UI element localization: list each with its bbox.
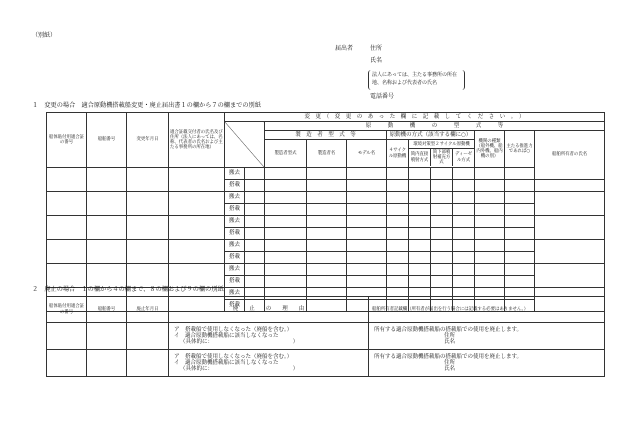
col-holder: 適合証載交付者の氏名及び住所（法人にあっては、名称、代表者の氏名および主たる事務所の所在地） (169, 113, 225, 168)
table-cell[interactable] (387, 264, 409, 276)
col-abolish-date: 廃止年月日 (127, 297, 169, 323)
table-cell[interactable] (127, 240, 169, 264)
table-cell[interactable] (431, 228, 453, 240)
table-cell[interactable] (265, 168, 307, 180)
row-label-remove: 搬去 (225, 192, 245, 204)
table-cell[interactable] (453, 216, 475, 228)
table-cell[interactable] (245, 264, 265, 276)
reason-a: ア 搭載船で使用しなくなった（廃船を含む。） (174, 326, 293, 333)
table-cell[interactable] (431, 192, 453, 204)
table-cell[interactable] (307, 180, 347, 192)
table-cell[interactable] (409, 252, 431, 264)
table-cell[interactable] (431, 276, 453, 288)
table-cell[interactable] (347, 204, 387, 216)
table-cell[interactable] (245, 168, 265, 180)
table-cell[interactable] (409, 168, 431, 180)
table-cell[interactable] (347, 276, 387, 288)
table-cell[interactable] (535, 192, 605, 216)
table-cell[interactable] (387, 240, 409, 252)
table-cell[interactable] (307, 240, 347, 252)
owner-name-label: 氏名 (444, 366, 456, 373)
table-cell[interactable] (505, 192, 535, 204)
table-cell[interactable] (505, 252, 535, 264)
table-cell[interactable] (47, 216, 87, 240)
table-cell[interactable] (431, 204, 453, 216)
main-power-header: 主たる推進力であれば○ (505, 131, 535, 168)
table-cell[interactable] (127, 350, 169, 377)
section2-title: ２ 廃止の場合 １の欄から４の欄まで、８の欄および９の欄の別紙 (32, 286, 224, 293)
table-cell[interactable] (475, 168, 505, 180)
table-cell[interactable] (87, 264, 127, 288)
table-cell[interactable] (47, 192, 87, 216)
table-cell[interactable] (87, 350, 127, 377)
engine-header: 原 動 機 の 型 式 等 (265, 122, 605, 131)
owner-address-label: 住所 (444, 359, 456, 366)
owner-note-header: 船舶所有者記載欄（所有者が届出を行う場合には記載する必要はありません。） (369, 297, 605, 323)
table-cell[interactable] (245, 192, 265, 204)
row-label-remove: 搬去 (225, 168, 245, 180)
table-cell[interactable] (387, 216, 409, 228)
owner-statement: 所有する適合原動機搭載船の搭載船での使用を廃止します。 (374, 326, 523, 333)
table-cell[interactable] (169, 240, 225, 264)
col-ship-no-2: 船舶番号 (87, 297, 127, 323)
diesel-header: ディーゼル方式 (454, 152, 473, 163)
table-cell[interactable] (475, 180, 505, 192)
table-cell[interactable] (265, 240, 307, 252)
table-cell[interactable] (347, 228, 387, 240)
table-cell[interactable] (87, 323, 127, 350)
table-cell[interactable] (245, 180, 265, 192)
table-cell[interactable] (453, 264, 475, 276)
table-cell[interactable] (387, 276, 409, 288)
table-cell[interactable] (245, 216, 265, 228)
diagonal-cell (225, 122, 265, 168)
table-cell[interactable] (409, 264, 431, 276)
owner-cell[interactable] (369, 323, 605, 350)
table-cell[interactable] (475, 264, 505, 276)
four-cycle-header: ４サイクル原動機 (387, 140, 409, 168)
table-cell[interactable] (453, 204, 475, 216)
table-cell[interactable] (87, 240, 127, 264)
attachment-label: （別紙） (32, 32, 57, 39)
table-cell[interactable] (47, 168, 87, 192)
table-cell[interactable] (265, 276, 307, 288)
table-cell[interactable] (347, 192, 387, 204)
abolish-table (46, 296, 605, 377)
table-cell[interactable] (453, 240, 475, 252)
reason-c: （具体的に： ） (180, 339, 299, 346)
table-cell[interactable] (431, 240, 453, 252)
env-title: 環境対策型２サイクル原動機 (409, 141, 474, 149)
table-cell[interactable] (265, 180, 307, 192)
table-cell[interactable] (505, 216, 535, 228)
table-cell[interactable] (409, 180, 431, 192)
row-label-install: 搭載 (225, 276, 245, 288)
corp-note-2: 地、名称および代表者の氏名 (372, 80, 438, 86)
table-cell[interactable] (47, 240, 87, 264)
table-cell[interactable] (387, 180, 409, 192)
col-change-date: 変更年月日 (127, 113, 169, 168)
table-cell[interactable] (475, 240, 505, 252)
table-cell[interactable] (265, 252, 307, 264)
table-cell[interactable] (535, 240, 605, 264)
table-cell[interactable] (347, 216, 387, 228)
env-header (409, 140, 475, 168)
owner-name-header: 船舶所有者の氏名 (535, 131, 605, 180)
table-cell[interactable] (431, 216, 453, 228)
table-cell[interactable] (409, 216, 431, 228)
table-cell[interactable] (475, 252, 505, 264)
table-cell[interactable] (87, 192, 127, 216)
table-cell[interactable] (409, 204, 431, 216)
table-cell[interactable] (347, 168, 387, 180)
table-cell[interactable] (127, 216, 169, 240)
table-cell[interactable] (387, 228, 409, 240)
reason-a: ア 搭載船で使用しなくなった（廃船を含む。） (174, 353, 293, 360)
table-cell[interactable] (245, 276, 265, 288)
table-cell[interactable] (169, 264, 225, 288)
table-cell[interactable] (127, 323, 169, 350)
col-ship-no: 船舶番号 (87, 113, 127, 168)
table-cell[interactable] (505, 204, 535, 216)
table-cell[interactable] (453, 192, 475, 204)
mfr-name-header: 製造者名 (307, 140, 347, 168)
owner-cell[interactable] (369, 350, 605, 377)
direct-inj-header: 筒内直接噴射方式 (409, 149, 431, 166)
row-label-remove: 搬去 (225, 216, 245, 228)
table-cell[interactable] (265, 228, 307, 240)
table-cell[interactable] (87, 168, 127, 192)
table-cell[interactable] (409, 228, 431, 240)
table-cell[interactable] (505, 228, 535, 240)
table-cell[interactable] (505, 180, 535, 192)
table-cell[interactable] (169, 192, 225, 216)
row-label-install: 搭載 (225, 300, 245, 312)
change-band: 変 更 （ 変 更 の あ っ た 欄 に 記 載 し て く だ さ い 。 ） (225, 113, 605, 122)
owner-statement: 所有する適合原動機搭載船の搭載船での使用を廃止します。 (374, 353, 523, 360)
table-cell[interactable] (245, 252, 265, 264)
table-cell[interactable] (475, 228, 505, 240)
row-label-remove: 搬去 (225, 288, 245, 300)
table-cell[interactable] (505, 168, 535, 180)
applicant-label: 届出者 (335, 45, 354, 52)
table-cell[interactable] (47, 350, 87, 377)
table-cell[interactable] (387, 168, 409, 180)
phone-label: 電話番号 (370, 93, 395, 100)
table-cell[interactable] (453, 228, 475, 240)
table-cell[interactable] (245, 240, 265, 252)
table-cell[interactable] (453, 180, 475, 192)
table-cell[interactable] (387, 192, 409, 204)
table-cell[interactable] (127, 192, 169, 216)
corp-note-1: 法人にあっては、主たる事務所の所在 (372, 72, 457, 78)
table-cell[interactable] (431, 252, 453, 264)
table-cell[interactable] (409, 192, 431, 204)
col-boat-no: 船体貼付用適合証の番号 (47, 113, 87, 168)
reason-c: （具体的に： ） (180, 366, 299, 373)
row-label-install: 搭載 (225, 204, 245, 216)
row-label-remove: 搬去 (225, 240, 245, 252)
reason-header: 廃 止 の 理 由 (169, 297, 369, 323)
row-label-install: 搭載 (225, 228, 245, 240)
section1-title: １ 変更の場合 適合原動機搭載船変更・廃止届出書１の欄から７の欄までの別紙 (32, 102, 261, 109)
change-table (46, 112, 605, 312)
reason-cell[interactable] (169, 323, 369, 350)
table-cell[interactable] (127, 264, 169, 288)
name-label: 氏名 (370, 57, 383, 64)
table-cell[interactable] (409, 276, 431, 288)
table-cell[interactable] (307, 168, 347, 180)
table-cell[interactable] (431, 180, 453, 192)
reason-b: イ 適合原動機搭載船に該当しなくなった (174, 359, 279, 366)
address-label: 住所 (370, 45, 383, 52)
table-cell[interactable] (347, 180, 387, 192)
table-cell[interactable] (265, 264, 307, 276)
table-cell[interactable] (245, 228, 265, 240)
table-cell[interactable] (169, 168, 225, 192)
table-cell[interactable] (307, 204, 347, 216)
table-cell[interactable] (505, 264, 535, 276)
kind-header: 機関の種類（船外機、船内外機、船内機の別） (475, 131, 505, 168)
table-cell[interactable] (265, 216, 307, 228)
mfr-model-header: 製造者型式 (265, 140, 307, 168)
table-cell[interactable] (47, 264, 87, 288)
table-cell[interactable] (127, 168, 169, 192)
mfr-type-header: 製 造 者 型 式 等 (265, 131, 387, 140)
table-cell[interactable] (505, 276, 535, 288)
table-cell[interactable] (475, 216, 505, 228)
table-cell[interactable] (475, 192, 505, 204)
owner-address-label: 住所 (444, 332, 456, 339)
col-boat-no-2: 船体貼付用適合証の番号 (47, 297, 87, 323)
table-cell[interactable] (505, 240, 535, 252)
row-label-remove: 搬去 (225, 264, 245, 276)
table-cell[interactable] (453, 252, 475, 264)
table-cell[interactable] (387, 252, 409, 264)
table-cell[interactable] (535, 264, 605, 288)
table-cell[interactable] (87, 216, 127, 240)
table-cell[interactable] (453, 168, 475, 180)
table-cell[interactable] (475, 204, 505, 216)
table-cell[interactable] (307, 276, 347, 288)
row-label-install: 搭載 (225, 252, 245, 264)
table-cell[interactable] (307, 228, 347, 240)
table-cell[interactable] (265, 192, 307, 204)
reason-cell[interactable] (169, 350, 369, 377)
table-cell[interactable] (265, 204, 307, 216)
table-cell[interactable] (409, 240, 431, 252)
table-cell[interactable] (307, 264, 347, 276)
row-label-install: 搭載 (225, 180, 245, 192)
table-cell[interactable] (387, 204, 409, 216)
table-cell[interactable] (245, 204, 265, 216)
table-cell[interactable] (347, 252, 387, 264)
reason-b: イ 適合原動機搭載船に該当しなくなった (174, 332, 279, 339)
model-name-header: モデル名 (347, 140, 387, 168)
table-cell[interactable] (453, 276, 475, 288)
table-cell[interactable] (307, 252, 347, 264)
table-cell[interactable] (47, 323, 87, 350)
sub-inj-header: 筒下部噴射補充方式 (431, 149, 453, 166)
table-cell[interactable] (169, 216, 225, 240)
method-header: 原動機の方式（該当する欄に○） (387, 131, 475, 140)
owner-name-label: 氏名 (444, 339, 456, 346)
table-cell[interactable] (347, 240, 387, 252)
table-cell[interactable] (307, 216, 347, 228)
table-cell[interactable] (431, 264, 453, 276)
table-cell[interactable] (307, 192, 347, 204)
table-cell[interactable] (347, 264, 387, 276)
table-cell[interactable] (431, 168, 453, 180)
table-cell[interactable] (535, 216, 605, 240)
table-cell[interactable] (475, 276, 505, 288)
